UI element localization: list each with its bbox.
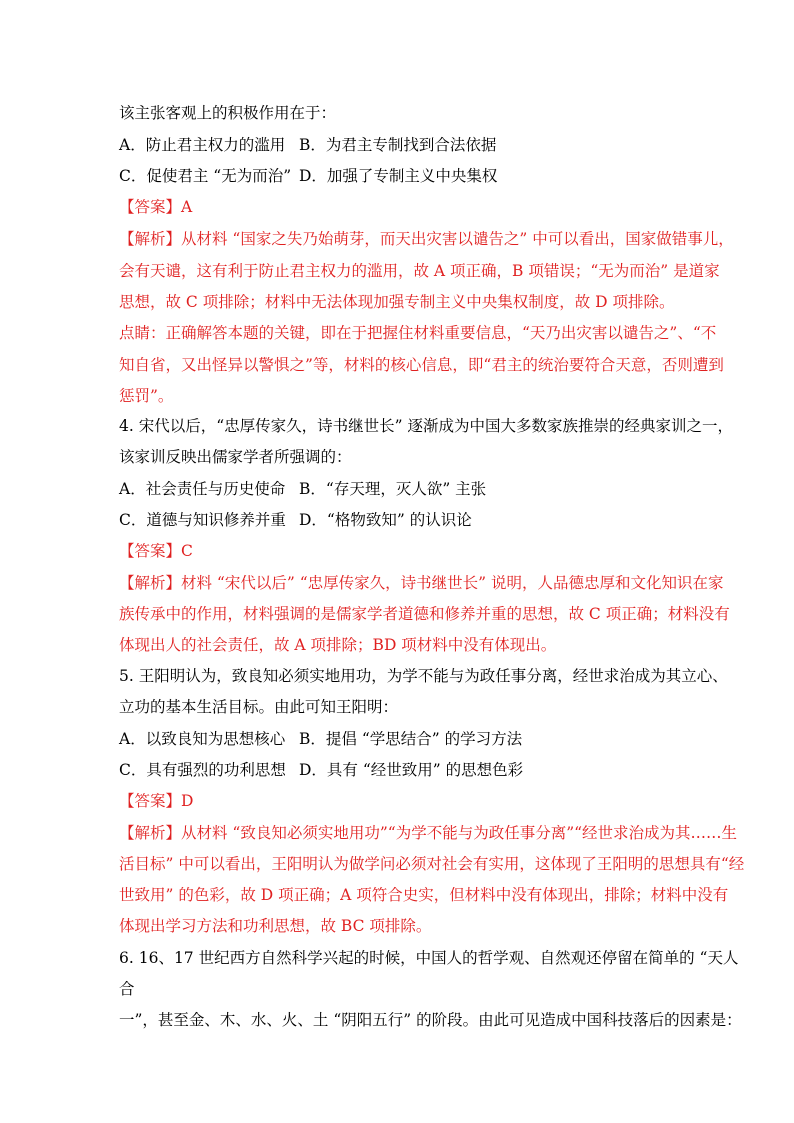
q6-stem-line-1: 6. 16、17 世纪西方自然科学兴起的时候，中国人的哲学观、自然观还停留在简单的 “天人 xyxy=(119,949,739,967)
q3-option-d: D．加强了专制主义中央集权 xyxy=(299,167,498,185)
q3-answer: 【答案】A xyxy=(119,198,193,216)
q4-analysis-line-3: 体现出人的社会责任，故 A 项排除；BD 项材料中没有体现出。 xyxy=(119,636,557,654)
q3-option-c: C．促使君主 “无为而治” xyxy=(119,167,292,185)
q3-option-a: A．防止君主权力的滥用 xyxy=(119,136,286,154)
q5-options-row-2 xyxy=(119,760,523,780)
q3-stem-tail: 该主张客观上的积极作用在于： xyxy=(119,104,337,122)
q3-comment-line-3: 惩罚”。 xyxy=(119,387,174,405)
q5-options-row-1 xyxy=(119,729,522,749)
q5-analysis-line-2: 活目标” 中可以看出，王阳明认为做学问必须对社会有实用，这体现了王阳明的思想具有“经 xyxy=(119,855,745,873)
q4-option-a: A．社会责任与历史使命 xyxy=(119,480,286,498)
q3-analysis-line-1: 【解析】从材料 “国家之失乃始萌芽，而天出灾害以谴告之” 中可以看出，国家做错事儿， xyxy=(119,230,734,248)
q6-stem-line-2: 合 xyxy=(119,980,135,998)
q3-option-b: B．为君主专制找到合法依据 xyxy=(299,136,497,154)
q5-analysis-line-3: 世致用” 的色彩，故 D 项正确；A 项符合史实，但材料中没有体现出，排除；材料中没有 xyxy=(119,886,729,904)
q5-option-a: A．以致良知为思想核心 xyxy=(119,730,286,748)
q6-stem-line-3: 一”，甚至金、木、水、火、土 “阴阳五行” 的阶段。由此可见造成中国科技落后的因素是： xyxy=(119,1011,742,1029)
q5-option-d: D．具有 “经世致用” 的思想色彩 xyxy=(299,761,524,779)
q5-stem-line-2: 立功的基本生活目标。由此可知王阳明： xyxy=(119,698,399,716)
q4-option-b: B．“存天理，灭人欲” 主张 xyxy=(299,480,487,498)
q4-analysis-line-1: 【解析】材料 “宋代以后” “忠厚传家久，诗书继世长” 说明，人品德忠厚和文化知识在家 xyxy=(119,574,724,592)
q5-analysis-line-1: 【解析】从材料 “致良知必须实地用功”“为学不能与为政任事分离”“经世求治成为其……生 xyxy=(119,824,738,842)
q3-options-row-1 xyxy=(119,135,496,155)
q3-options-row-2 xyxy=(119,166,497,186)
q3-comment-line-1: 点睛：正确解答本题的关键，即在于把握住材料重要信息，“天乃出灾害以谴告之”、“不 xyxy=(119,324,717,342)
q4-stem-line-2: 该家训反映出儒家学者所强调的： xyxy=(119,448,352,466)
q3-analysis-line-2: 会有天谴，这有利于防止君主权力的滥用，故 A 项正确，B 项错误；“无为而治” 是道家 xyxy=(119,262,720,280)
q4-stem-line-1: 4. 宋代以后，“忠厚传家久，诗书继世长” 逐渐成为中国大多数家族推崇的经典家训之一， xyxy=(119,417,733,435)
q4-option-d: D．“格物致知” 的认识论 xyxy=(299,511,472,529)
q5-answer: 【答案】D xyxy=(119,792,194,810)
q4-analysis-line-2: 族传承中的作用，材料强调的是儒家学者道德和修养并重的思想，故 C 项正确；材料没有 xyxy=(119,605,730,623)
q5-stem-line-1: 5. 王阳明认为，致良知必须实地用功，为学不能与为政任事分离，经世求治成为其立心、 xyxy=(119,667,728,685)
q5-option-b: B．提倡 “学思结合” 的学习方法 xyxy=(299,730,523,748)
q4-options-row-1 xyxy=(119,479,486,499)
q3-comment-line-2: 知自省，又出怪异以警惧之”等，材料的核心信息，即“君主的统治要符合天意，否则遭到 xyxy=(119,356,724,374)
q5-option-c: C．具有强烈的功利思想 xyxy=(119,761,286,779)
q3-analysis-line-3: 思想，故 C 项排除；材料中无法体现加强专制主义中央集权制度，故 D 项排除。 xyxy=(119,293,675,311)
q4-options-row-2 xyxy=(119,510,472,530)
q4-option-c: C．道德与知识修养并重 xyxy=(119,511,286,529)
q5-analysis-line-4: 体现出学习方法和功利思想，故 BC 项排除。 xyxy=(119,917,432,935)
q4-answer: 【答案】C xyxy=(119,542,193,560)
